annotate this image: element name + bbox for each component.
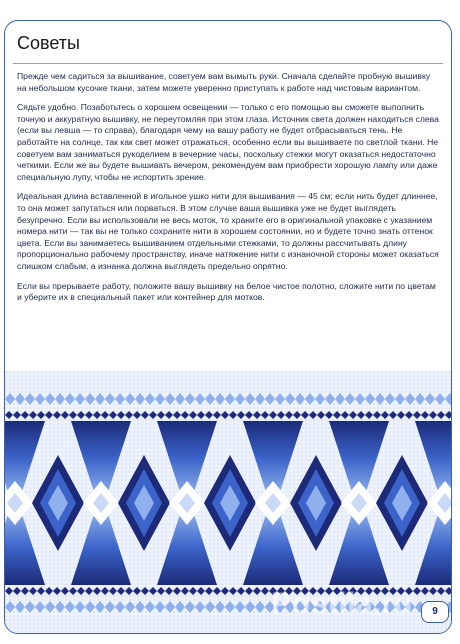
paragraph-4: Если вы прерываете работу, положите вашу вышивку на белое чистое полотно, сложите нити по цветам и уберите их в специальный пакет или контейнер для мотков.	[17, 280, 436, 303]
watermark: Postila.ru	[271, 587, 413, 620]
page-number: 9	[421, 601, 449, 623]
paragraph-3: Идеальная длина вставленной в игольное ушко нити для вышивания — 45 см; если нить будет длиннее, то она может запутаться или порваться. В этом случае ваша вышивка уже не будет выглядеть безупречно. Если вы использовали не весь моток, то храните его в оригинальной упаковке с указанием номера нити — так вы не только сохраните нити в хорошем состоянии, но и будете точно знать оттенок цвета. Если вы занимаетесь вышиванием отдельными стежками, то должны рассчитывать длину пропорционально рабочему пространству, иначе натяжение нити с изнаночной стороны может оказаться слишком слабым, а изнанка должна выглядеть предельно опрятно.	[17, 191, 439, 271]
page-title: Советы	[17, 33, 80, 53]
page-frame	[4, 20, 452, 634]
paragraph-1: Прежде чем садиться за вышивание, советуем вам вымыть руки. Сначала сделайте пробную вышивку на небольшом кусочке ткани, затем можете уверенно приступать к работе над чистовым вариантом.	[17, 71, 431, 93]
title-divider	[13, 63, 443, 64]
paragraph-2: Сядьте удобно. Позаботьтесь о хорошем освещении — только с его помощью вы сможете выполнить точную и аккуратную вышивку, не переутомляя при этом глаза. Источник света должен находиться слева (если вы левша — то справа), благодаря чему на вашу работу не будет отбрасываться тень. Не работайте на солнце, так как свет может отражаться, особенно если вы вышиваете по светлой ткани. Не советуем вам заниматься рукоделием в вечерние часы, поскольку стежки могут оказаться недостаточно четкими. Если же вы будете вышивать вечером, рекомендуем вам приобрести хорошую лампу или даже специальную лупу, чтобы не испортить зрение.	[17, 102, 439, 182]
body-text	[17, 71, 439, 312]
